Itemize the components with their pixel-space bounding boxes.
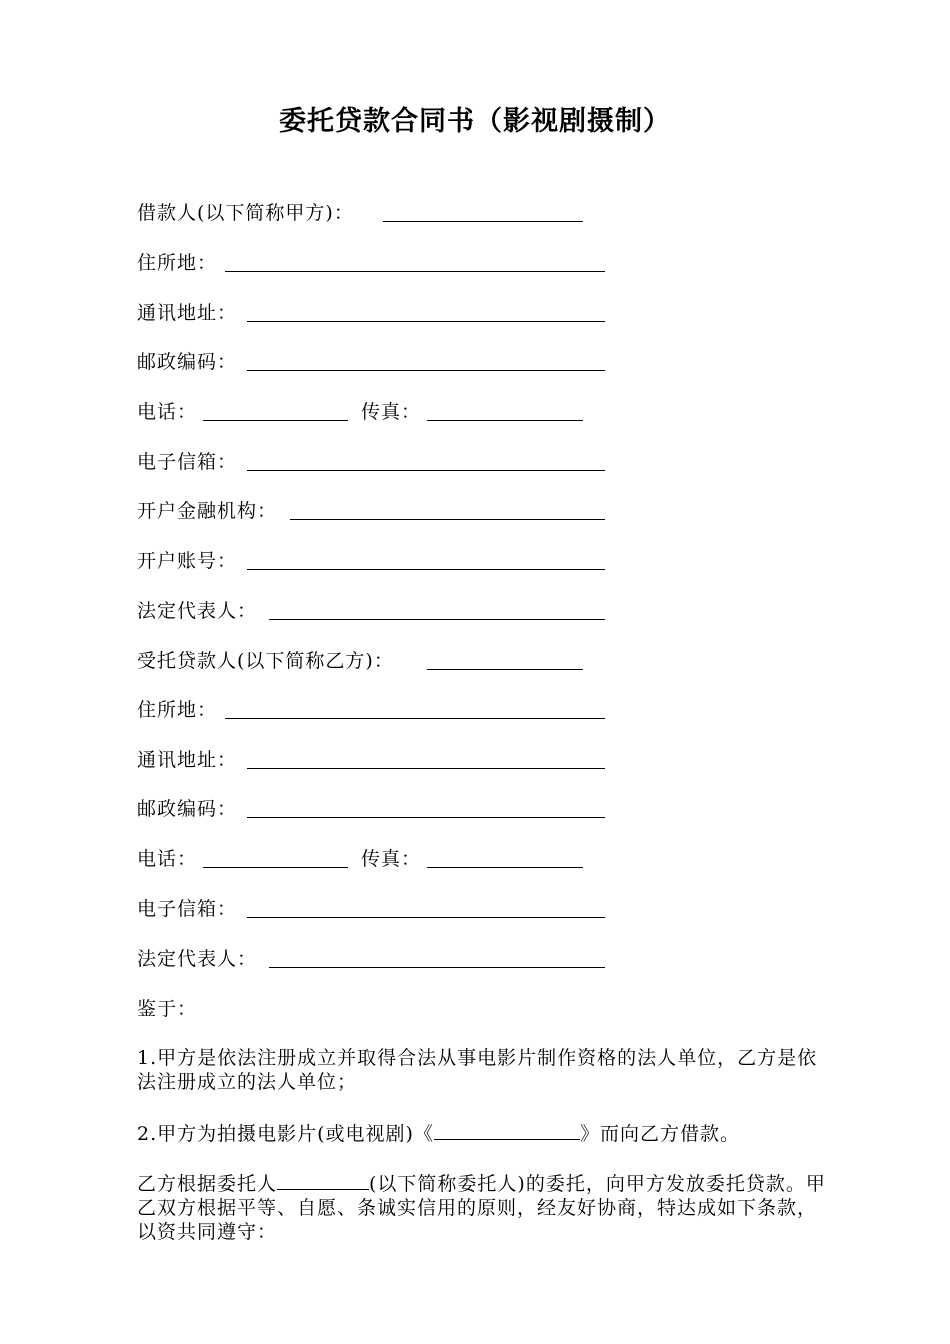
whereas-heading: 鉴于：	[137, 998, 198, 1020]
party-a-bank-label: 开户金融机构：	[137, 500, 278, 522]
party-b-mail-address-label: 通讯地址：	[137, 749, 238, 771]
clause-2-prefix: 2.甲方为拍摄电影片(或电视剧)《	[137, 1123, 434, 1145]
party-a-address-label: 住所地：	[137, 252, 218, 274]
party-b-postcode-blank[interactable]	[247, 817, 605, 818]
party-a-legal-rep-label: 法定代表人：	[137, 600, 258, 622]
party-b-postcode-label: 邮政编码：	[137, 798, 238, 820]
party-b-fax-blank[interactable]	[427, 867, 583, 868]
party-b-lender-label: 受托贷款人(以下简称乙方)：	[137, 650, 394, 672]
final-paragraph	[137, 1172, 827, 1244]
party-a-fax-label: 传真：	[361, 401, 422, 423]
party-a-fax-blank[interactable]	[427, 420, 583, 421]
party-a-mail-address-blank[interactable]	[247, 321, 605, 322]
party-a-email-row	[137, 447, 237, 477]
party-b-email-label: 电子信箱：	[137, 898, 238, 920]
party-b-phone-blank[interactable]	[203, 867, 348, 868]
party-a-mail-address-label: 通讯地址：	[137, 302, 238, 324]
party-b-phone-label: 电话：	[137, 848, 198, 870]
final-paragraph-prefix: 乙方根据委托人	[137, 1173, 278, 1195]
party-b-email-row	[137, 894, 237, 924]
party-b-mail-address-blank[interactable]	[247, 768, 605, 769]
party-a-phone-row	[137, 397, 422, 427]
party-a-borrower-row	[137, 198, 354, 228]
party-a-borrower-label: 借款人(以下简称甲方)：	[137, 202, 354, 224]
party-a-address-row	[137, 248, 217, 278]
party-a-legal-rep-blank[interactable]	[269, 619, 605, 620]
party-a-email-blank[interactable]	[247, 470, 605, 471]
clause-1: 1.甲方是依法注册成立并取得合法从事电影片制作资格的法人单位，乙方是依法注册成立的法人单位；	[137, 1047, 818, 1093]
party-b-email-blank[interactable]	[247, 917, 605, 918]
party-b-address-label: 住所地：	[137, 699, 218, 721]
final-paragraph-suffix: (以下简称委托人)的委托，向甲方发放委托贷款。甲乙双方根据平等、自愿、条诚实信用的原则，经友好协商，特达成如下条款，以资共同遵守：	[137, 1173, 826, 1243]
party-a-address-blank[interactable]	[225, 271, 605, 272]
party-b-phone-row	[137, 844, 422, 874]
party-a-postcode-label: 邮政编码：	[137, 351, 238, 373]
party-a-account-row	[137, 546, 237, 576]
party-a-mail-address-row	[137, 298, 237, 328]
party-b-postcode-row	[137, 794, 237, 824]
document-title: 委托贷款合同书（影视剧摄制）	[279, 106, 671, 137]
party-a-email-label: 电子信箱：	[137, 451, 238, 473]
party-b-legal-rep-label: 法定代表人：	[137, 948, 258, 970]
film-title-blank[interactable]	[434, 1123, 580, 1140]
party-b-address-blank[interactable]	[225, 718, 605, 719]
party-b-lender-blank[interactable]	[427, 669, 583, 670]
party-b-lender-row	[137, 646, 394, 676]
party-b-legal-rep-blank[interactable]	[269, 967, 605, 968]
party-a-legal-rep-row	[137, 596, 257, 626]
principal-blank[interactable]	[277, 1173, 369, 1190]
party-b-address-row	[137, 695, 217, 725]
party-a-account-label: 开户账号：	[137, 550, 238, 572]
party-a-bank-blank[interactable]	[290, 519, 605, 520]
party-a-bank-row	[137, 496, 277, 526]
party-b-legal-rep-row	[137, 944, 257, 974]
party-a-postcode-row	[137, 347, 237, 377]
party-a-phone-label: 电话：	[137, 401, 198, 423]
party-a-postcode-blank[interactable]	[247, 370, 605, 371]
party-b-fax-label: 传真：	[361, 848, 422, 870]
clause-2	[137, 1122, 827, 1146]
party-b-mail-address-row	[137, 745, 237, 775]
party-a-phone-blank[interactable]	[203, 420, 348, 421]
party-a-borrower-blank[interactable]	[383, 221, 583, 222]
clause-2-suffix: 》而向乙方借款。	[579, 1123, 740, 1145]
party-a-account-blank[interactable]	[247, 569, 605, 570]
